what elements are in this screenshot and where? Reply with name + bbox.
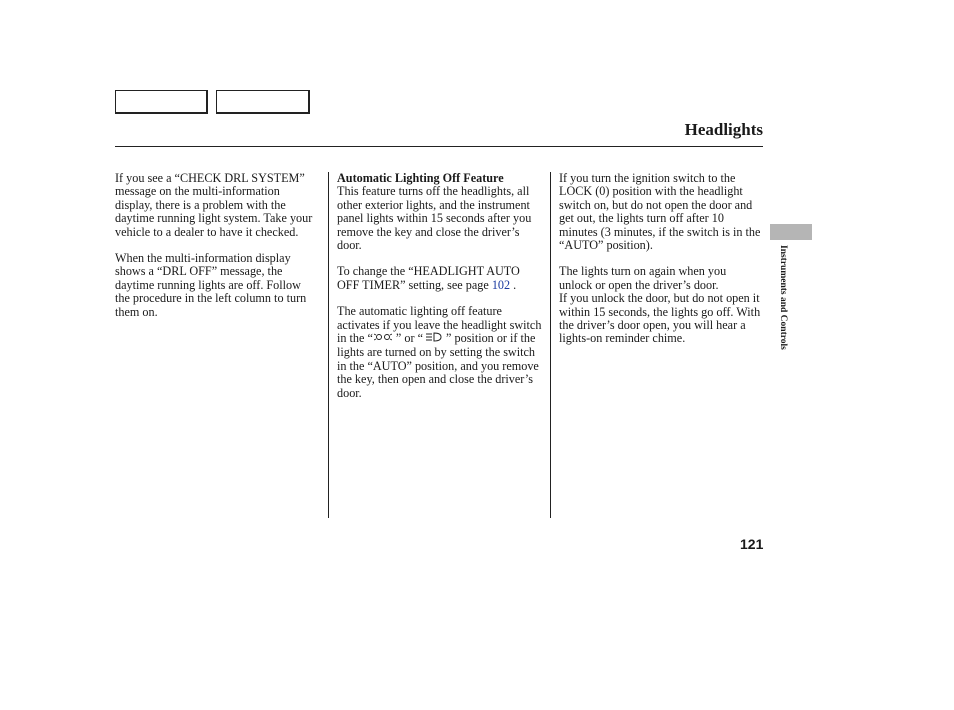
auto-off-description: This feature turns off the headlights, all other exterior lights, and the instrument panel lights within 15 seconds after you remove the key and close the driver’s door.	[337, 184, 532, 253]
ignition-paragraph: If you turn the ignition switch to the LOCK (0) position with the headlight switch on, but do not open the door and get out, the lights turn off after 10 minutes (3 minutes, if the switch is in the “AUTO” position).	[559, 171, 761, 253]
title-divider	[115, 146, 763, 147]
nav-button-index[interactable]	[216, 90, 310, 114]
activation-text-c: ” position or if the lights are turned on by setting the switch in the “AUTO” position, and you remove the key, then open and close the driver’s door.	[337, 331, 539, 400]
column-left	[115, 172, 315, 332]
page-title: Headlights	[684, 120, 763, 139]
section-tab	[770, 224, 812, 240]
timer-setting-paragraph	[337, 265, 545, 292]
timer-setting-text: To change the “HEADLIGHT AUTO OFF TIMER” setting, see page	[337, 264, 520, 292]
auto-off-section	[337, 172, 545, 252]
activation-text-a: The automatic lighting off feature activates if you leave the headlight switch in the “	[337, 304, 542, 346]
unlock-paragraph: If you unlock the door, but do not open it within 15 seconds, the lights go off. With the driver’s door open, you will hear a lights-on reminder chime.	[559, 291, 761, 346]
activation-text-b: ” or “	[392, 331, 423, 346]
drl-check-paragraph: If you see a “CHECK DRL SYSTEM” message on the multi-information display, there is a problem with the daytime running light system. Take your vehicle to a dealer to have it checked.	[115, 171, 313, 239]
activation-paragraph	[337, 305, 545, 400]
nav-button-contents[interactable]	[115, 90, 208, 114]
headlight-icon	[423, 332, 443, 346]
timer-setting-end: .	[510, 277, 517, 292]
section-tab-label: Instruments and Controls	[778, 245, 788, 350]
column-divider-1	[328, 172, 329, 518]
drl-off-paragraph: When the multi-information display shows a “DRL OFF” message, the daytime running lights are off. Follow the procedure in the left column to turn them on.	[115, 251, 307, 319]
column-divider-2	[550, 172, 551, 518]
lights-on-paragraph: The lights turn on again when you unlock or open the driver’s door.	[559, 264, 727, 292]
column-right	[559, 172, 761, 359]
page-number: 121	[740, 536, 764, 552]
column-middle	[337, 172, 545, 413]
parking-light-icon	[373, 332, 393, 346]
page-link[interactable]: 102	[491, 277, 511, 292]
section-heading: Automatic Lighting Off Feature	[337, 171, 504, 185]
